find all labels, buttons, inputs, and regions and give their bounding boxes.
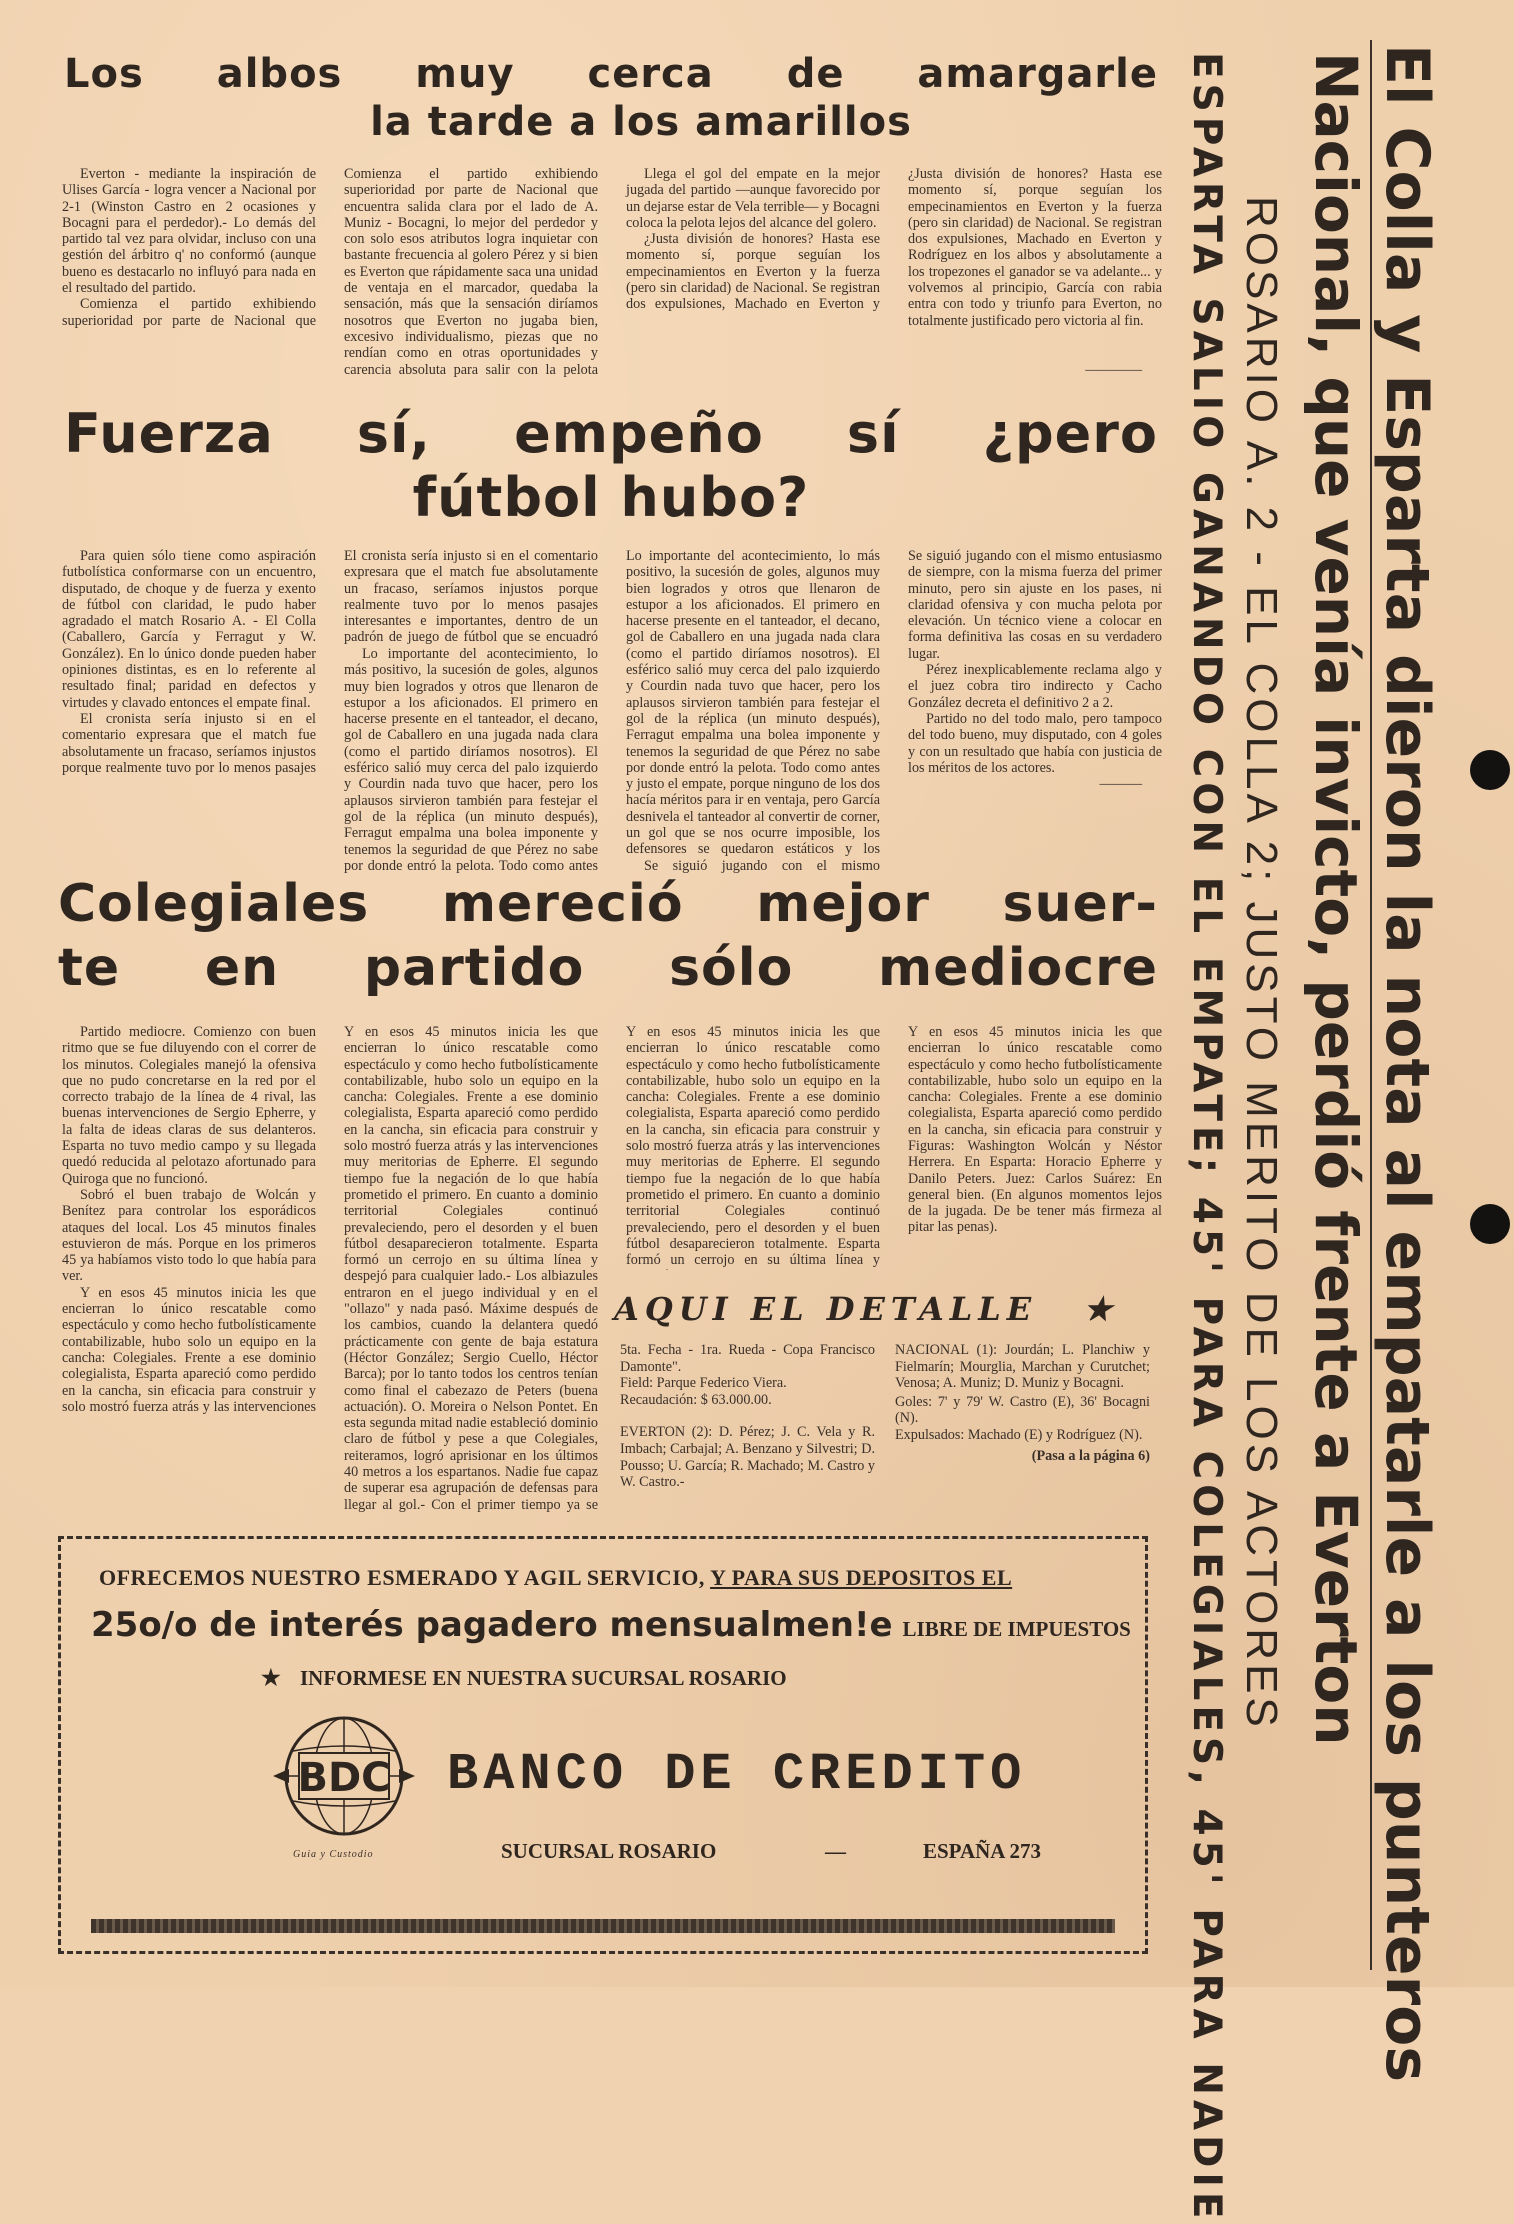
ad-address: ESPAÑA 273 (923, 1839, 1042, 1863)
article2-paragraph: El cronista sería injusto si en el comentario expresara que el match fue absolutamente un fracaso, seríamos injustos porque realmente tuvo por lo menos pasajes interesantes e importantes, dentro de un padrón de juego de fútbol que se encuadró (344, 548, 598, 646)
article3-col-2 (344, 1024, 598, 1514)
article2-headline (64, 402, 1158, 530)
article2-paragraph: Partido no del todo malo, pero tampoco del todo bueno, muy disputado, con 4 goles y con un resultado que había con justicia de los méritos de los actores. (908, 710, 1162, 776)
ad-dash: — (825, 1839, 846, 1863)
article1-headline (64, 50, 1158, 146)
detail-title-text: AQUI EL DETALLE (614, 1290, 1038, 1328)
side-headline-1: El Colla y Esparta dieron la nota al empatarle a los punteros (1372, 44, 1442, 2083)
article1-paragraph: Llega el gol del empate en la mejor jugada del partido —aunque favorecido por un dejarse estar de Vela terrible— y Bocagni coloca la pelota lejos del alcance del golero. (626, 166, 880, 231)
article3-headline-line1: Colegiales mereció mejor suer- (58, 874, 1158, 934)
article1-col-4 (908, 166, 1162, 378)
detail-goles: Goles: 7' y 79' W. Castro (E), 36' Bocagni (N). (895, 1393, 1150, 1427)
article2-col-2 (344, 548, 598, 874)
binder-hole (1470, 750, 1510, 790)
detail-continued-note: (Pasa a la página 6) (1031, 1447, 1150, 1464)
side-headline-2: Nacional, que venía invicto, perdió frente a Everton (1302, 52, 1370, 1746)
detail-fecha: 5ta. Fecha - 1ra. Rueda - Copa Francisco Damonte". (620, 1342, 875, 1375)
article2-col-4 (908, 548, 1162, 874)
bank-logo (273, 1705, 415, 1847)
ad-line1-b: Y PARA SUS DEPOSITOS EL (710, 1565, 1013, 1590)
article2-col-1 (62, 548, 316, 874)
bank-name: BANCO DE CREDITO (447, 1745, 1027, 1804)
bank-logo-text: BDC (297, 1755, 391, 1801)
article1-paragraph: ¿Justa división de honores? Hasta ese momento sí, porque seguían los empecinamientos en Everton y la fuerza (pero sin claridad) de Nacional. Se registran dos expulsiones, Machado en Everton y Rodríguez en los albos y absolutamente a los tropezones el ganador se va adelante... y volvemos al principio, García con rabia entra con todo y triunfo para Everton, no totalmente justificado pero victoria al fin. (908, 166, 1162, 329)
article3-col-1 (62, 1024, 316, 1514)
article2-paragraph: Para quien sólo tiene como aspiración futbolística conformarse con un encuentro, disputado, de choque y de fuerza y exento de fútbol con claridad, le pudo haber agradado el match Rosario A. - El Colla (Caballero, García y Ferragut y W. González). En lo único donde pueden haber opiniones distintas, es en lo referente al resultado final; paridad en defectos y virtudes y clavado entonces el empate final. (62, 548, 316, 711)
article1-headline-line2: la tarde a los amarillos (370, 99, 912, 145)
detail-col-1 (620, 1342, 875, 1507)
ad-sucursal: SUCURSAL ROSARIO (501, 1839, 717, 1863)
article1-paragraph: Comienza el partido exhibiendo superioridad por parte de Nacional que encuentra salida clara por el lado de A. Muniz - Bocagni, lo mejor del perdedor y con solo esos atributos logra inquietar con bastante frecuencia al golero Pérez y si bien es Everton que rápidamente saca una unidad de ventaja en el marcador, quedaba la sensación, más que la sensación diríamos nosotros que Everton no jugaba bien, excesivo individualismo, piezas que no rendían como en otras oportunidades y carencia absoluta para salir con la pelota (344, 166, 598, 378)
bank-logo-caption: Guia y Custodio (293, 1849, 374, 1860)
detail-nacional-lineup: NACIONAL (1): Jourdán; L. Planchiw y Fielmarín; Mourglia, Marchan y Curutchet; Venosa; A. Muniz; D. Muniz y Bocagni. (895, 1342, 1150, 1392)
article3-paragraph: Sobró el buen trabajo de Wolcán y Benítez para controlar los esporádicos ataques del local. Los 45 minutos finales estuvieron de más. Porque en los primeros 45 ya habíamos visto todo lo que había para ver. (62, 1186, 316, 1285)
article3-paragraph: Partido mediocre. Comienzo con buen ritmo que se fue diluyendo con el correr de los minutos. Colegiales manejó la ofensiva que no pudo concretarse en la red por el correcto trabajo de la línea de 4 rival, las buenas intervenciones de Sergio Epherre, y la falta de ideas claras de sus delanteros. Esparta no tuvo medio campo y su llegada quedó reducida al pelotazo afortunado para Quiroga que no funcionó. (62, 1024, 316, 1187)
article2-headline-line2: fútbol hubo? (412, 466, 810, 529)
binder-hole (1470, 1204, 1510, 1244)
article2-paragraph: El cronista sería injusto si en el comentario expresara que el match fue absolutamente un fracaso, seríamos injustos porque realmente tuvo por lo menos pasajes (62, 710, 316, 776)
article3-headline-line2: te en partido sólo mediocre (58, 938, 1158, 998)
ad-line3-text: INFORMESE EN NUESTRA SUCURSAL ROSARIO (299, 1666, 787, 1690)
article2-body (62, 548, 1162, 874)
side-headline-3: ROSARIO A. 2 - EL COLLA 2; JUSTO MERITO DE LOS ACTORES (1237, 196, 1286, 1731)
detail-title (614, 1290, 1118, 1328)
article2-end-mark: ——— (1099, 776, 1142, 793)
ad-line2 (91, 1605, 1131, 1645)
article1-paragraph: ¿Justa división de honores? Hasta ese momento sí, porque seguían los empecinamientos en Everton y la fuerza (pero sin claridad) de Nacional. Se registran dos expulsiones, Machado en Everton y (626, 231, 880, 313)
article1-paragraph: Everton - mediante la inspiración de Ulises García - logra vencer a Nacional por 2-1 (Winston Castro en 2 ocasiones y Bocagni para el perdedor).- Lo demás del partido tal vez para olvidar, incluso con una gestión del árbitro q' no conformó (aunque bueno es destacarlo no influyó para nada en el resultado del partido. (62, 166, 316, 297)
article3-paragraph: Y en esos 45 minutos inicia les que encierran lo único rescatable como espectáculo y como hecho futbolísticamente contabilizable, hubo solo un equipo en la cancha: Colegiales. Frente a ese dominio colegialista, Esparta apareció como perdido en la cancha, sin eficacia para construir y solo mostró fuerza atrás y las intervenciones muy meritorias de Epherre. El segundo tiempo fue la negación de lo que había prometido el primero. En cuanto a dominio territorial Colegiales continuó prevaleciendo, pero el desorden y el buen fútbol desaparecieron totalmente. Esparta formó un cerrojo en su última línea y despejó para cualquier lado.- Los albiazules entraron en el juego individual y en el "ollazo" y nada pasó. Máxime después de los cambios, cuando la delantera quedó prácticamente con gente de baja estatura (Héctor González; Sergio Cuello, Héctor Barca); por lo tanto todos los centros tenían como final el cabezazo de Peters (buena actuación). O. Moreira o Nelson Pontet. En esta segunda mitad nadie estableció dominio claro de fútbol y pese a que Colegiales, reiteramos, logró aprisionar en los últimos 40 metros a los espartanos. Nadie fue capaz de superar esa agrupación de defensas para llegar al gol.- Con el primer tiempo ya se (344, 1024, 598, 1513)
star-icon: ★ (1083, 1290, 1118, 1328)
article1-col-3 (626, 166, 880, 378)
detail-everton-lineup: EVERTON (2): D. Pérez; J. C. Vela y R. Imbach; Carbajal; A. Benzano y Silvestri; D. Pousso; U. García; R. Machado; M. Castro y W. Castro.- (620, 1424, 875, 1491)
article1-paragraph: Comienza el partido exhibiendo superioridad por parte de Nacional que (62, 296, 316, 329)
article2-headline-line1: Fuerza sí, empeño sí ¿pero (64, 402, 1158, 465)
detail-field: Field: Parque Federico Viera. (620, 1375, 787, 1392)
article2-paragraph: Pérez inexplicablemente reclama algo y el juez cobra tiro indirecto y Cacho González decreta el definitivo 2 a 2. (908, 662, 1162, 711)
article3-paragraph: Figuras: Washington Wolcán y Néstor Herrera. En Esparta: Horacio Epherre y Danilo Peters. Juez: Carlos Suárez: En general bien. (En algunos momentos lejos de la jugada. De be tener más firmeza al pitar las penas). (908, 1138, 1162, 1236)
article1-col-1 (62, 166, 316, 378)
article3-paragraph: Y en esos 45 minutos inicia les que encierran lo único rescatable como espectáculo y como hecho futbolísticamente contabilizable, hubo solo un equipo en la cancha: Colegiales. Frente a ese dominio colegialista, Esparta apareció como perdido en la cancha, sin eficacia para construir y (908, 1024, 1162, 1138)
detail-recaudacion: Recaudación: $ 63.000.00. (620, 1391, 772, 1408)
detail-expulsados: Expulsados: Machado (E) y Rodríguez (N). (895, 1426, 1143, 1443)
article2-paragraph: Lo importante del acontecimiento, lo más positivo, la sucesión de goles, algunos muy bien logrados y otros que llenaron de estupor a los aficionados. El primero en hacerse presente en el tanteador, el decano, gol de Caballero en una jugada nada clara (como el partido diríamos nosotros). El esférico salió muy cerca del palo izquierdo y Courdin nada tuvo que hacer, pero los aplausos sirvieron también para festejar el gol de la réplica (un minuto después), Ferragut empalma una bolea imponente y tenemos la seguridad de que Pérez no sabe por donde entró la pelota. Todo como antes y justo el empate, porque ninguno de los dos hacía méritos para ir en ventaja, pero García desnivela el tanteador al convertir de corner, un gol que se nos ocurre imposible, los defensores se quedaron estáticos y los (626, 548, 880, 858)
side-headline-4: ESPARTA SALIO GANANDO CON EL EMPATE; 45' PARA COLEGIALES, 45' PARA NADIE (1184, 52, 1229, 2224)
article2-col-3 (626, 548, 880, 874)
detail-col-2 (895, 1342, 1150, 1507)
ad-line1 (99, 1565, 1012, 1591)
article3-paragraph: Y en esos 45 minutos inicia les que encierran lo único rescatable como espectáculo y como hecho futbolísticamente contabilizable, hubo solo un equipo en la cancha: Colegiales. Frente a ese dominio colegialista, Esparta apareció como perdido en la cancha, sin eficacia para construir y solo mostró fuerza atrás y las intervenciones muy meritorias de Epherre. El segundo tiempo fue la negación de lo que había prometido el primero. En cuanto a dominio territorial Colegiales continuó prevaleciendo, pero el desorden y el buen fútbol desaparecieron totalmente. Esparta formó un cerrojo en su última línea y (626, 1024, 880, 1269)
star-icon: ★ (261, 1665, 281, 1690)
article3-headline (58, 872, 1158, 1000)
article2-paragraph: Lo importante del acontecimiento, lo más positivo, la sucesión de goles, algunos muy bien logrados y otros que llenaron de estupor a los aficionados. El primero en hacerse presente en el tanteador, el decano, gol de Caballero en una jugada nada clara (como el partido diríamos nosotros). El esférico salió muy cerca del palo izquierdo y Courdin nada tuvo que hacer, pero los aplausos sirvieron también para festejar el gol de la réplica (un minuto después), Ferragut empalma una bolea imponente y tenemos la seguridad de que Pérez no sabe por donde entró la pelota. Todo como antes (344, 646, 598, 874)
detail-body (620, 1342, 1150, 1507)
ad-interest-rate: 25o/o de interés pagadero mensualmen!e (91, 1605, 893, 1645)
ad-line3 (261, 1665, 787, 1691)
article1-headline-line1: Los albos muy cerca de amargarle (64, 51, 1158, 97)
article2-paragraph: Se siguió jugando con el mismo entusiasmo de siempre, con la misma fuerza del primer minuto, pero sin ajuste en los pases, ni claridad ofensiva y con mucha pelota por elevación. Un técnico viene a colocar en forma definitiva las cosas en su verdadero lugar. (908, 548, 1162, 662)
article1-body (62, 166, 1162, 378)
ad-bottom-bar (91, 1919, 1115, 1933)
ad-tax-free: LIBRE DE IMPUESTOS (902, 1617, 1131, 1641)
article1-col-2 (344, 166, 598, 378)
bank-advertisement (58, 1536, 1148, 1954)
article2-paragraph: Se siguió jugando con el mismo (644, 858, 880, 874)
article3-paragraph: Y en esos 45 minutos inicia les que encierran lo único rescatable como espectáculo y como hecho futbolísticamente contabilizable, hubo solo un equipo en la cancha: Colegiales. Frente a ese dominio colegialista, Esparta apareció como perdido en la cancha, sin eficacia para construir y solo mostró fuerza atrás y las intervenciones (62, 1284, 316, 1415)
article1-end-mark: ———— (1085, 362, 1142, 378)
ad-line1-a: OFRECEMOS NUESTRO ESMERADO Y AGIL SERVICIO, (99, 1565, 705, 1590)
